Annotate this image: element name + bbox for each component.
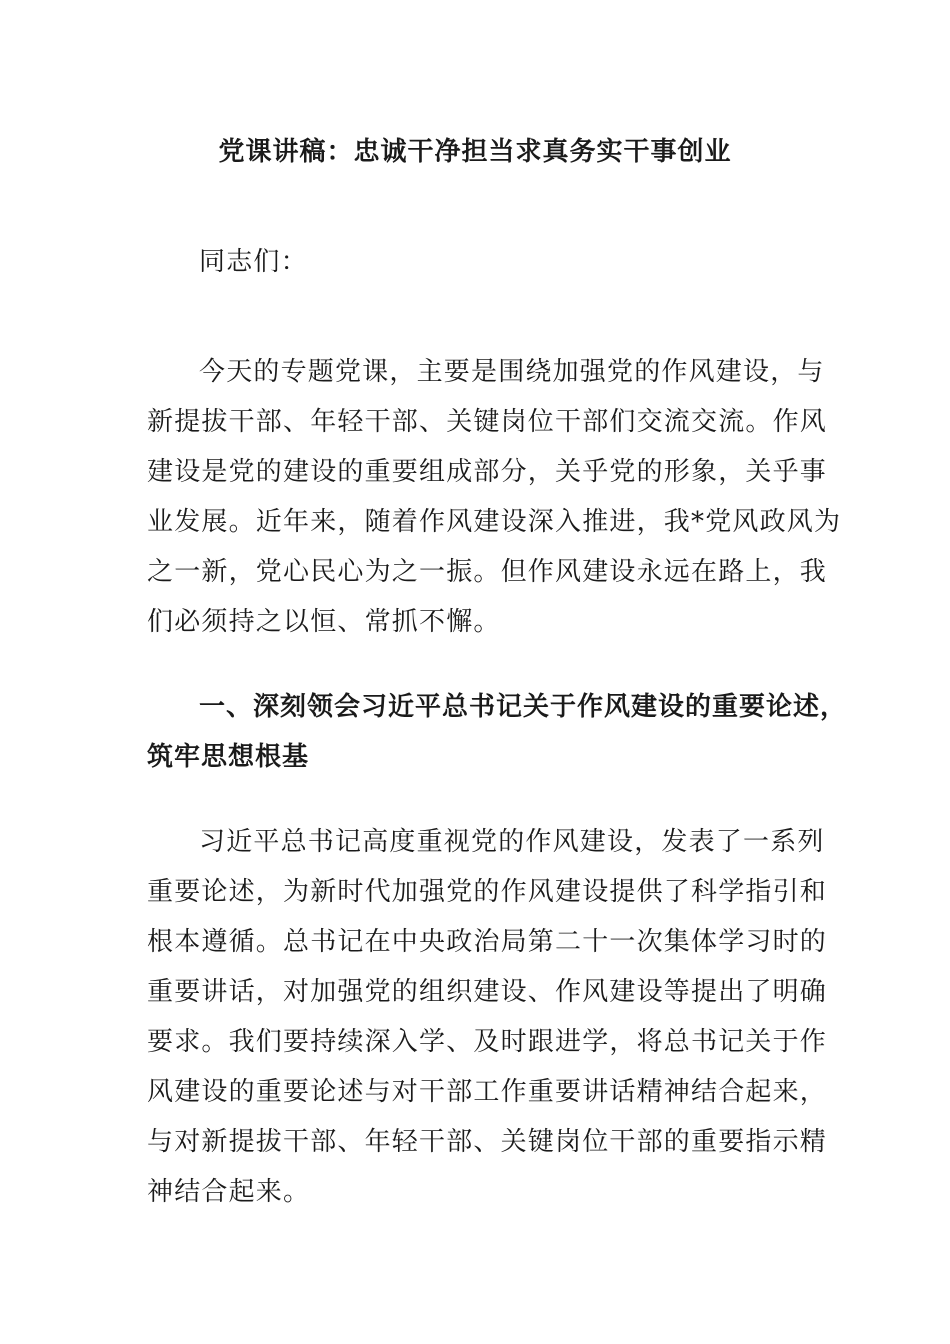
- greeting-line: 同志们：: [199, 247, 308, 277]
- body-line: 要求。我们要持续深入学、及时跟进学，将总书记关于作: [147, 1027, 828, 1057]
- intro-line: 建设是党的建设的重要组成部分，关乎党的形象，关乎事: [147, 457, 828, 487]
- body-line: 风建设的重要论述与对干部工作重要讲话精神结合起来，: [147, 1077, 828, 1107]
- section-heading-line: 筑牢思想根基: [147, 742, 310, 772]
- body-line: 与对新提拔干部、年轻干部、关键岗位干部的重要指示精: [147, 1127, 828, 1157]
- document-title: 党课讲稿：忠诚干净担当求真务实干事创业: [218, 137, 732, 167]
- intro-line: 今天的专题党课，主要是围绕加强党的作风建设，与: [199, 357, 825, 387]
- greeting-paragraph: [147, 237, 308, 287]
- body-line: 根本遵循。总书记在中央政治局第二十一次集体学习时的: [147, 927, 828, 957]
- intro-line: 新提拔干部、年轻干部、关键岗位干部们交流交流。作风: [147, 407, 828, 437]
- intro-paragraph: [147, 347, 841, 647]
- body-line: 习近平总书记高度重视党的作风建设，发表了一系列: [199, 827, 825, 857]
- intro-line: 业发展。近年来，随着作风建设深入推进，我*党风政风为: [147, 507, 842, 537]
- intro-line: 们必须持之以恒、常抓不懈。: [147, 607, 501, 637]
- intro-line: 之一新，党心民心为之一振。但作风建设永远在路上，我: [147, 557, 828, 587]
- section-heading-line: 一、深刻领会习近平总书记关于作风建设的重要论述，: [199, 692, 848, 722]
- section-1-heading: [147, 682, 847, 782]
- body-line: 重要讲话，对加强党的组织建设、作风建设等提出了明确: [147, 977, 828, 1007]
- section-1-body: [147, 817, 827, 1217]
- body-line: 重要论述，为新时代加强党的作风建设提供了科学指引和: [147, 877, 828, 907]
- body-line: 神结合起来。: [147, 1177, 311, 1207]
